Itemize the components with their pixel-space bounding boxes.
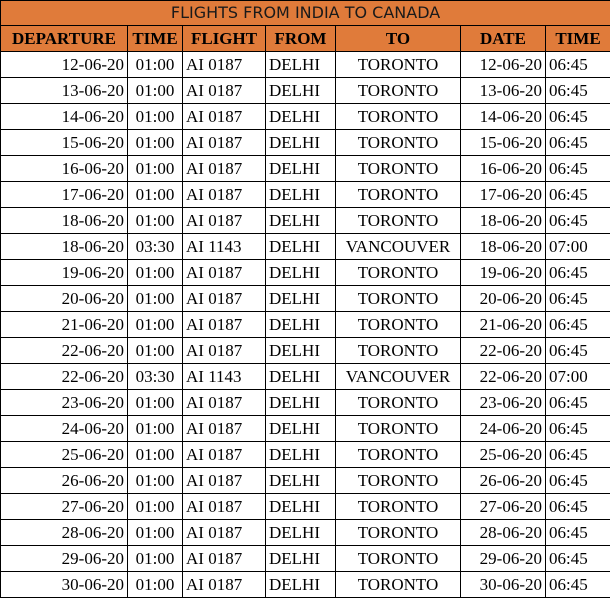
cell-departure-time: 01:00 xyxy=(128,520,183,546)
cell-departure-time: 01:00 xyxy=(128,78,183,104)
cell-origin: DELHI xyxy=(266,520,336,546)
cell-departure-date: 28-06-20 xyxy=(1,520,128,546)
cell-destination: TORONTO xyxy=(336,130,461,156)
cell-arrival-time: 06:45 xyxy=(546,338,610,364)
cell-arrival-time: 06:45 xyxy=(546,78,610,104)
cell-flight-number: AI 0187 xyxy=(183,260,266,286)
cell-departure-time: 01:00 xyxy=(128,52,183,78)
cell-arrival-date: 18-06-20 xyxy=(461,208,546,234)
cell-origin: DELHI xyxy=(266,338,336,364)
cell-origin: DELHI xyxy=(266,78,336,104)
header-departure-time: TIME xyxy=(128,26,183,52)
cell-origin: DELHI xyxy=(266,208,336,234)
cell-departure-time: 01:00 xyxy=(128,494,183,520)
header-date: DATE xyxy=(461,26,546,52)
cell-departure-date: 18-06-20 xyxy=(1,234,128,260)
cell-flight-number: AI 0187 xyxy=(183,442,266,468)
header-flight: FLIGHT xyxy=(183,26,266,52)
cell-departure-time: 03:30 xyxy=(128,234,183,260)
cell-departure-time: 01:00 xyxy=(128,182,183,208)
cell-destination: TORONTO xyxy=(336,78,461,104)
cell-destination: TORONTO xyxy=(336,286,461,312)
cell-flight-number: AI 0187 xyxy=(183,494,266,520)
cell-departure-date: 15-06-20 xyxy=(1,130,128,156)
cell-arrival-time: 06:45 xyxy=(546,156,610,182)
table-row xyxy=(1,286,610,312)
cell-destination: TORONTO xyxy=(336,520,461,546)
table-body xyxy=(1,52,610,598)
cell-destination: TORONTO xyxy=(336,390,461,416)
cell-flight-number: AI 0187 xyxy=(183,546,266,572)
header-arrival-time: TIME xyxy=(546,26,610,52)
cell-arrival-date: 22-06-20 xyxy=(461,364,546,390)
cell-origin: DELHI xyxy=(266,364,336,390)
cell-origin: DELHI xyxy=(266,260,336,286)
cell-destination: TORONTO xyxy=(336,156,461,182)
cell-departure-date: 13-06-20 xyxy=(1,78,128,104)
cell-arrival-date: 19-06-20 xyxy=(461,260,546,286)
table-row xyxy=(1,520,610,546)
cell-arrival-date: 18-06-20 xyxy=(461,234,546,260)
table-row xyxy=(1,442,610,468)
title-row xyxy=(1,1,610,26)
cell-flight-number: AI 0187 xyxy=(183,312,266,338)
cell-flight-number: AI 1143 xyxy=(183,364,266,390)
cell-flight-number: AI 0187 xyxy=(183,130,266,156)
cell-origin: DELHI xyxy=(266,182,336,208)
cell-flight-number: AI 0187 xyxy=(183,104,266,130)
cell-flight-number: AI 0187 xyxy=(183,182,266,208)
cell-departure-date: 26-06-20 xyxy=(1,468,128,494)
cell-destination: TORONTO xyxy=(336,494,461,520)
cell-destination: TORONTO xyxy=(336,338,461,364)
cell-arrival-time: 06:45 xyxy=(546,312,610,338)
cell-arrival-time: 06:45 xyxy=(546,208,610,234)
table-row xyxy=(1,468,610,494)
table-row xyxy=(1,234,610,260)
cell-arrival-time: 06:45 xyxy=(546,52,610,78)
cell-origin: DELHI xyxy=(266,546,336,572)
cell-arrival-date: 15-06-20 xyxy=(461,130,546,156)
cell-arrival-date: 21-06-20 xyxy=(461,312,546,338)
cell-arrival-time: 06:45 xyxy=(546,390,610,416)
cell-flight-number: AI 0187 xyxy=(183,390,266,416)
cell-departure-date: 19-06-20 xyxy=(1,260,128,286)
cell-origin: DELHI xyxy=(266,286,336,312)
cell-departure-date: 20-06-20 xyxy=(1,286,128,312)
table-title: FLIGHTS FROM INDIA TO CANADA xyxy=(1,1,610,26)
cell-arrival-time: 06:45 xyxy=(546,442,610,468)
cell-arrival-date: 12-06-20 xyxy=(461,52,546,78)
cell-flight-number: AI 0187 xyxy=(183,52,266,78)
cell-departure-time: 01:00 xyxy=(128,312,183,338)
cell-arrival-date: 25-06-20 xyxy=(461,442,546,468)
cell-arrival-time: 06:45 xyxy=(546,260,610,286)
cell-departure-time: 01:00 xyxy=(128,572,183,598)
cell-origin: DELHI xyxy=(266,442,336,468)
cell-origin: DELHI xyxy=(266,494,336,520)
cell-arrival-time: 06:45 xyxy=(546,130,610,156)
cell-flight-number: AI 0187 xyxy=(183,156,266,182)
table-row xyxy=(1,338,610,364)
cell-destination: TORONTO xyxy=(336,260,461,286)
cell-departure-date: 18-06-20 xyxy=(1,208,128,234)
table-row xyxy=(1,52,610,78)
table-row xyxy=(1,546,610,572)
cell-departure-time: 01:00 xyxy=(128,130,183,156)
cell-flight-number: AI 0187 xyxy=(183,208,266,234)
cell-arrival-time: 06:45 xyxy=(546,468,610,494)
cell-flight-number: AI 0187 xyxy=(183,78,266,104)
cell-arrival-time: 06:45 xyxy=(546,416,610,442)
cell-arrival-time: 06:45 xyxy=(546,104,610,130)
header-from: FROM xyxy=(266,26,336,52)
cell-arrival-time: 07:00 xyxy=(546,234,610,260)
cell-flight-number: AI 0187 xyxy=(183,572,266,598)
cell-origin: DELHI xyxy=(266,390,336,416)
table-row xyxy=(1,78,610,104)
cell-destination: TORONTO xyxy=(336,442,461,468)
cell-arrival-date: 23-06-20 xyxy=(461,390,546,416)
cell-arrival-date: 28-06-20 xyxy=(461,520,546,546)
cell-arrival-date: 14-06-20 xyxy=(461,104,546,130)
cell-arrival-date: 29-06-20 xyxy=(461,546,546,572)
cell-arrival-time: 07:00 xyxy=(546,364,610,390)
cell-arrival-date: 17-06-20 xyxy=(461,182,546,208)
cell-departure-date: 22-06-20 xyxy=(1,364,128,390)
cell-destination: TORONTO xyxy=(336,312,461,338)
cell-flight-number: AI 0187 xyxy=(183,468,266,494)
cell-destination: TORONTO xyxy=(336,416,461,442)
table-row xyxy=(1,390,610,416)
header-row xyxy=(1,26,610,52)
cell-arrival-time: 06:45 xyxy=(546,572,610,598)
cell-flight-number: AI 0187 xyxy=(183,520,266,546)
cell-departure-date: 27-06-20 xyxy=(1,494,128,520)
cell-arrival-date: 30-06-20 xyxy=(461,572,546,598)
cell-departure-date: 23-06-20 xyxy=(1,390,128,416)
table-row xyxy=(1,104,610,130)
cell-departure-date: 25-06-20 xyxy=(1,442,128,468)
cell-departure-time: 01:00 xyxy=(128,286,183,312)
table-row xyxy=(1,182,610,208)
cell-flight-number: AI 0187 xyxy=(183,286,266,312)
cell-arrival-date: 22-06-20 xyxy=(461,338,546,364)
cell-arrival-date: 26-06-20 xyxy=(461,468,546,494)
cell-origin: DELHI xyxy=(266,52,336,78)
cell-departure-time: 01:00 xyxy=(128,468,183,494)
table-row xyxy=(1,572,610,598)
cell-departure-date: 24-06-20 xyxy=(1,416,128,442)
cell-departure-date: 12-06-20 xyxy=(1,52,128,78)
cell-departure-time: 01:00 xyxy=(128,104,183,130)
header-departure: DEPARTURE xyxy=(1,26,128,52)
cell-departure-time: 01:00 xyxy=(128,338,183,364)
cell-departure-date: 16-06-20 xyxy=(1,156,128,182)
cell-origin: DELHI xyxy=(266,468,336,494)
table-row xyxy=(1,260,610,286)
cell-arrival-date: 24-06-20 xyxy=(461,416,546,442)
cell-departure-date: 17-06-20 xyxy=(1,182,128,208)
cell-departure-time: 03:30 xyxy=(128,364,183,390)
table-row xyxy=(1,494,610,520)
cell-origin: DELHI xyxy=(266,312,336,338)
table-row xyxy=(1,156,610,182)
cell-arrival-time: 06:45 xyxy=(546,182,610,208)
cell-departure-time: 01:00 xyxy=(128,260,183,286)
table-row xyxy=(1,208,610,234)
table-row xyxy=(1,130,610,156)
cell-origin: DELHI xyxy=(266,104,336,130)
cell-flight-number: AI 0187 xyxy=(183,338,266,364)
cell-departure-date: 14-06-20 xyxy=(1,104,128,130)
cell-departure-time: 01:00 xyxy=(128,208,183,234)
cell-departure-time: 01:00 xyxy=(128,416,183,442)
cell-destination: TORONTO xyxy=(336,182,461,208)
cell-arrival-date: 13-06-20 xyxy=(461,78,546,104)
cell-departure-time: 01:00 xyxy=(128,156,183,182)
cell-origin: DELHI xyxy=(266,234,336,260)
cell-departure-date: 30-06-20 xyxy=(1,572,128,598)
cell-arrival-date: 16-06-20 xyxy=(461,156,546,182)
cell-destination: VANCOUVER xyxy=(336,234,461,260)
cell-arrival-time: 06:45 xyxy=(546,546,610,572)
cell-origin: DELHI xyxy=(266,130,336,156)
cell-destination: TORONTO xyxy=(336,572,461,598)
cell-origin: DELHI xyxy=(266,572,336,598)
cell-origin: DELHI xyxy=(266,156,336,182)
cell-arrival-time: 06:45 xyxy=(546,520,610,546)
table-row xyxy=(1,312,610,338)
table-row xyxy=(1,364,610,390)
cell-arrival-time: 06:45 xyxy=(546,286,610,312)
cell-flight-number: AI 1143 xyxy=(183,234,266,260)
cell-arrival-date: 20-06-20 xyxy=(461,286,546,312)
cell-arrival-date: 27-06-20 xyxy=(461,494,546,520)
cell-destination: TORONTO xyxy=(336,208,461,234)
cell-departure-date: 29-06-20 xyxy=(1,546,128,572)
cell-departure-time: 01:00 xyxy=(128,546,183,572)
cell-departure-date: 22-06-20 xyxy=(1,338,128,364)
cell-arrival-time: 06:45 xyxy=(546,494,610,520)
cell-destination: TORONTO xyxy=(336,52,461,78)
cell-departure-time: 01:00 xyxy=(128,390,183,416)
cell-flight-number: AI 0187 xyxy=(183,416,266,442)
cell-origin: DELHI xyxy=(266,416,336,442)
cell-destination: TORONTO xyxy=(336,546,461,572)
cell-destination: TORONTO xyxy=(336,468,461,494)
cell-destination: TORONTO xyxy=(336,104,461,130)
cell-departure-time: 01:00 xyxy=(128,442,183,468)
header-to: TO xyxy=(336,26,461,52)
cell-destination: VANCOUVER xyxy=(336,364,461,390)
table-row xyxy=(1,416,610,442)
cell-departure-date: 21-06-20 xyxy=(1,312,128,338)
